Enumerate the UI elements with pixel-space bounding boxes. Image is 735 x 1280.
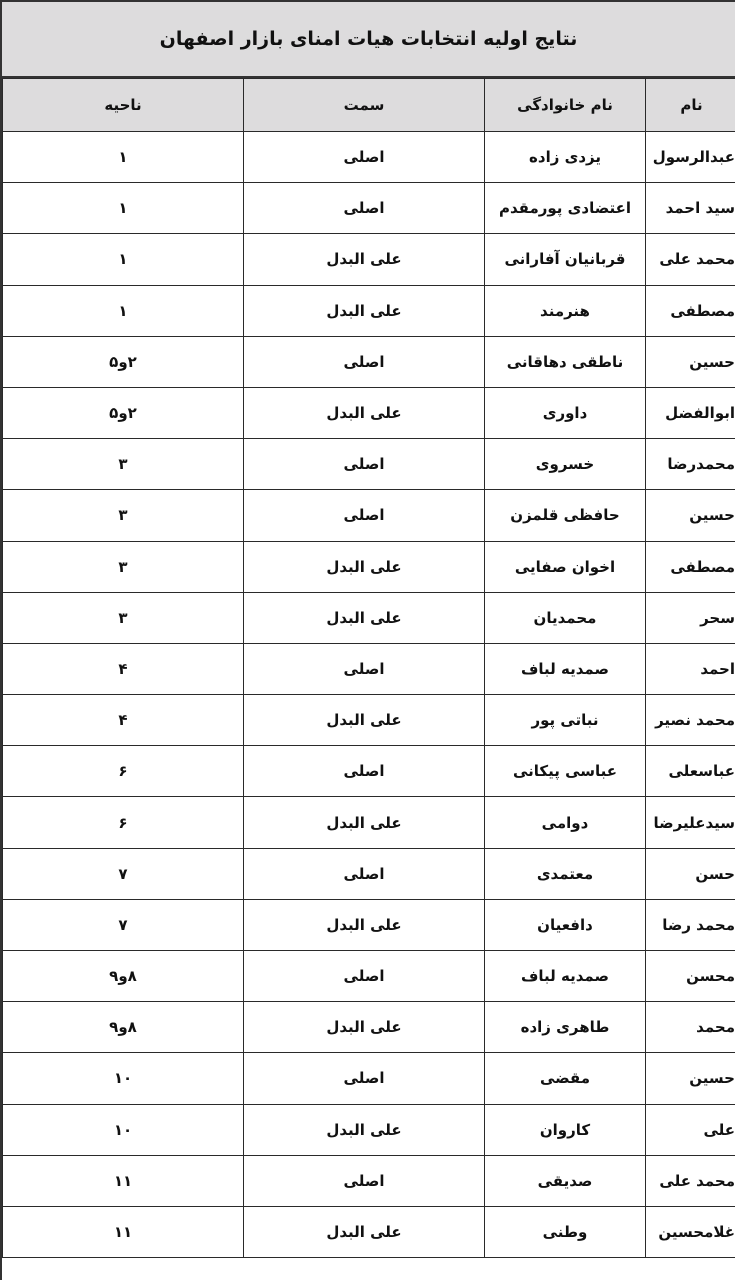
cell-role: علی البدل <box>244 285 485 336</box>
cell-district: ۷ <box>3 848 244 899</box>
table-row <box>3 285 735 336</box>
cell-family: معتمدی <box>485 848 646 899</box>
cell-role: اصلی <box>244 132 485 183</box>
table-row <box>3 1155 735 1206</box>
cell-district: ۱۱ <box>3 1155 244 1206</box>
cell-role: علی البدل <box>244 695 485 746</box>
cell-family: داوری <box>485 387 646 438</box>
table-row <box>3 234 735 285</box>
cell-district: ۲و۵ <box>3 387 244 438</box>
cell-name: محسن <box>646 951 735 1002</box>
cell-family: وطنی <box>485 1206 646 1257</box>
cell-name: محمد نصیر <box>646 695 735 746</box>
title-band <box>2 2 735 78</box>
cell-role: علی البدل <box>244 592 485 643</box>
table-row <box>3 797 735 848</box>
table-row <box>3 1104 735 1155</box>
cell-name: غلامحسین <box>646 1206 735 1257</box>
cell-district: ۳ <box>3 439 244 490</box>
cell-name: محمد <box>646 1002 735 1053</box>
cell-family: هنرمند <box>485 285 646 336</box>
cell-role: علی البدل <box>244 1104 485 1155</box>
cell-name: محمد علی <box>646 1155 735 1206</box>
table-row <box>3 643 735 694</box>
table-body <box>3 132 735 1258</box>
cell-name: علی <box>646 1104 735 1155</box>
cell-role: علی البدل <box>244 797 485 848</box>
cell-family: خسروی <box>485 439 646 490</box>
table-row <box>3 848 735 899</box>
cell-family: کاروان <box>485 1104 646 1155</box>
table-row <box>3 695 735 746</box>
cell-district: ۲و۵ <box>3 336 244 387</box>
column-header-name: نام <box>646 79 735 132</box>
table-row <box>3 1053 735 1104</box>
cell-family: اعتضادی پورمقدم <box>485 183 646 234</box>
cell-family: محمدیان <box>485 592 646 643</box>
cell-role: علی البدل <box>244 1002 485 1053</box>
cell-district: ۱ <box>3 285 244 336</box>
table-header-row <box>3 79 735 132</box>
cell-name: حسن <box>646 848 735 899</box>
cell-family: نباتی پور <box>485 695 646 746</box>
cell-district: ۷ <box>3 899 244 950</box>
cell-family: دافعیان <box>485 899 646 950</box>
cell-role: اصلی <box>244 848 485 899</box>
table-row <box>3 541 735 592</box>
cell-district: ۳ <box>3 592 244 643</box>
column-header-family: نام خانوادگی <box>485 79 646 132</box>
cell-family: صدیقی <box>485 1155 646 1206</box>
page-title: نتایج اولیه انتخابات هیات امنای بازار اصفهان <box>159 28 578 50</box>
cell-family: ناطقی دهاقانی <box>485 336 646 387</box>
cell-name: محمد رضا <box>646 899 735 950</box>
cell-district: ۱۰ <box>3 1104 244 1155</box>
cell-name: سید احمد <box>646 183 735 234</box>
cell-district: ۶ <box>3 797 244 848</box>
cell-family: یزدی زاده <box>485 132 646 183</box>
cell-name: سحر <box>646 592 735 643</box>
table-row <box>3 951 735 1002</box>
cell-district: ۱۰ <box>3 1053 244 1104</box>
cell-role: اصلی <box>244 951 485 1002</box>
cell-role: اصلی <box>244 183 485 234</box>
cell-name: مصطفی <box>646 285 735 336</box>
cell-role: اصلی <box>244 490 485 541</box>
column-header-district: ناحیه <box>3 79 244 132</box>
cell-role: اصلی <box>244 746 485 797</box>
cell-role: اصلی <box>244 1155 485 1206</box>
cell-district: ۶ <box>3 746 244 797</box>
cell-name: عبدالرسول <box>646 132 735 183</box>
cell-name: محمد علی <box>646 234 735 285</box>
cell-name: احمد <box>646 643 735 694</box>
table-row <box>3 132 735 183</box>
cell-district: ۸و۹ <box>3 1002 244 1053</box>
table-row <box>3 746 735 797</box>
table-row <box>3 490 735 541</box>
cell-role: اصلی <box>244 336 485 387</box>
cell-family: قربانیان آفارانی <box>485 234 646 285</box>
cell-name: ابوالفضل <box>646 387 735 438</box>
table-row <box>3 1002 735 1053</box>
cell-name: سیدعلیرضا <box>646 797 735 848</box>
cell-family: طاهری زاده <box>485 1002 646 1053</box>
cell-district: ۱ <box>3 234 244 285</box>
table-row <box>3 336 735 387</box>
cell-family: صمدیه لباف <box>485 643 646 694</box>
cell-district: ۳ <box>3 541 244 592</box>
cell-role: اصلی <box>244 643 485 694</box>
cell-family: اخوان صفایی <box>485 541 646 592</box>
cell-name: مصطفی <box>646 541 735 592</box>
cell-district: ۴ <box>3 643 244 694</box>
table-row <box>3 899 735 950</box>
cell-district: ۱۱ <box>3 1206 244 1257</box>
table-row <box>3 387 735 438</box>
cell-name: محمدرضا <box>646 439 735 490</box>
results-table <box>2 78 735 1258</box>
cell-role: علی البدل <box>244 387 485 438</box>
cell-district: ۴ <box>3 695 244 746</box>
table-row <box>3 439 735 490</box>
cell-role: علی البدل <box>244 234 485 285</box>
cell-name: حسین <box>646 1053 735 1104</box>
cell-district: ۳ <box>3 490 244 541</box>
table-row <box>3 183 735 234</box>
cell-district: ۱ <box>3 132 244 183</box>
cell-name: عباسعلی <box>646 746 735 797</box>
table-row <box>3 592 735 643</box>
table-row <box>3 1206 735 1257</box>
cell-role: اصلی <box>244 1053 485 1104</box>
cell-role: اصلی <box>244 439 485 490</box>
cell-family: مقضی <box>485 1053 646 1104</box>
column-header-role: سمت <box>244 79 485 132</box>
cell-family: عباسی پیکانی <box>485 746 646 797</box>
cell-role: علی البدل <box>244 899 485 950</box>
cell-district: ۸و۹ <box>3 951 244 1002</box>
cell-family: حافظی قلمزن <box>485 490 646 541</box>
cell-family: صمدیه لباف <box>485 951 646 1002</box>
cell-role: علی البدل <box>244 1206 485 1257</box>
cell-role: علی البدل <box>244 541 485 592</box>
cell-district: ۱ <box>3 183 244 234</box>
cell-name: حسین <box>646 336 735 387</box>
cell-name: حسین <box>646 490 735 541</box>
cell-family: دوامی <box>485 797 646 848</box>
